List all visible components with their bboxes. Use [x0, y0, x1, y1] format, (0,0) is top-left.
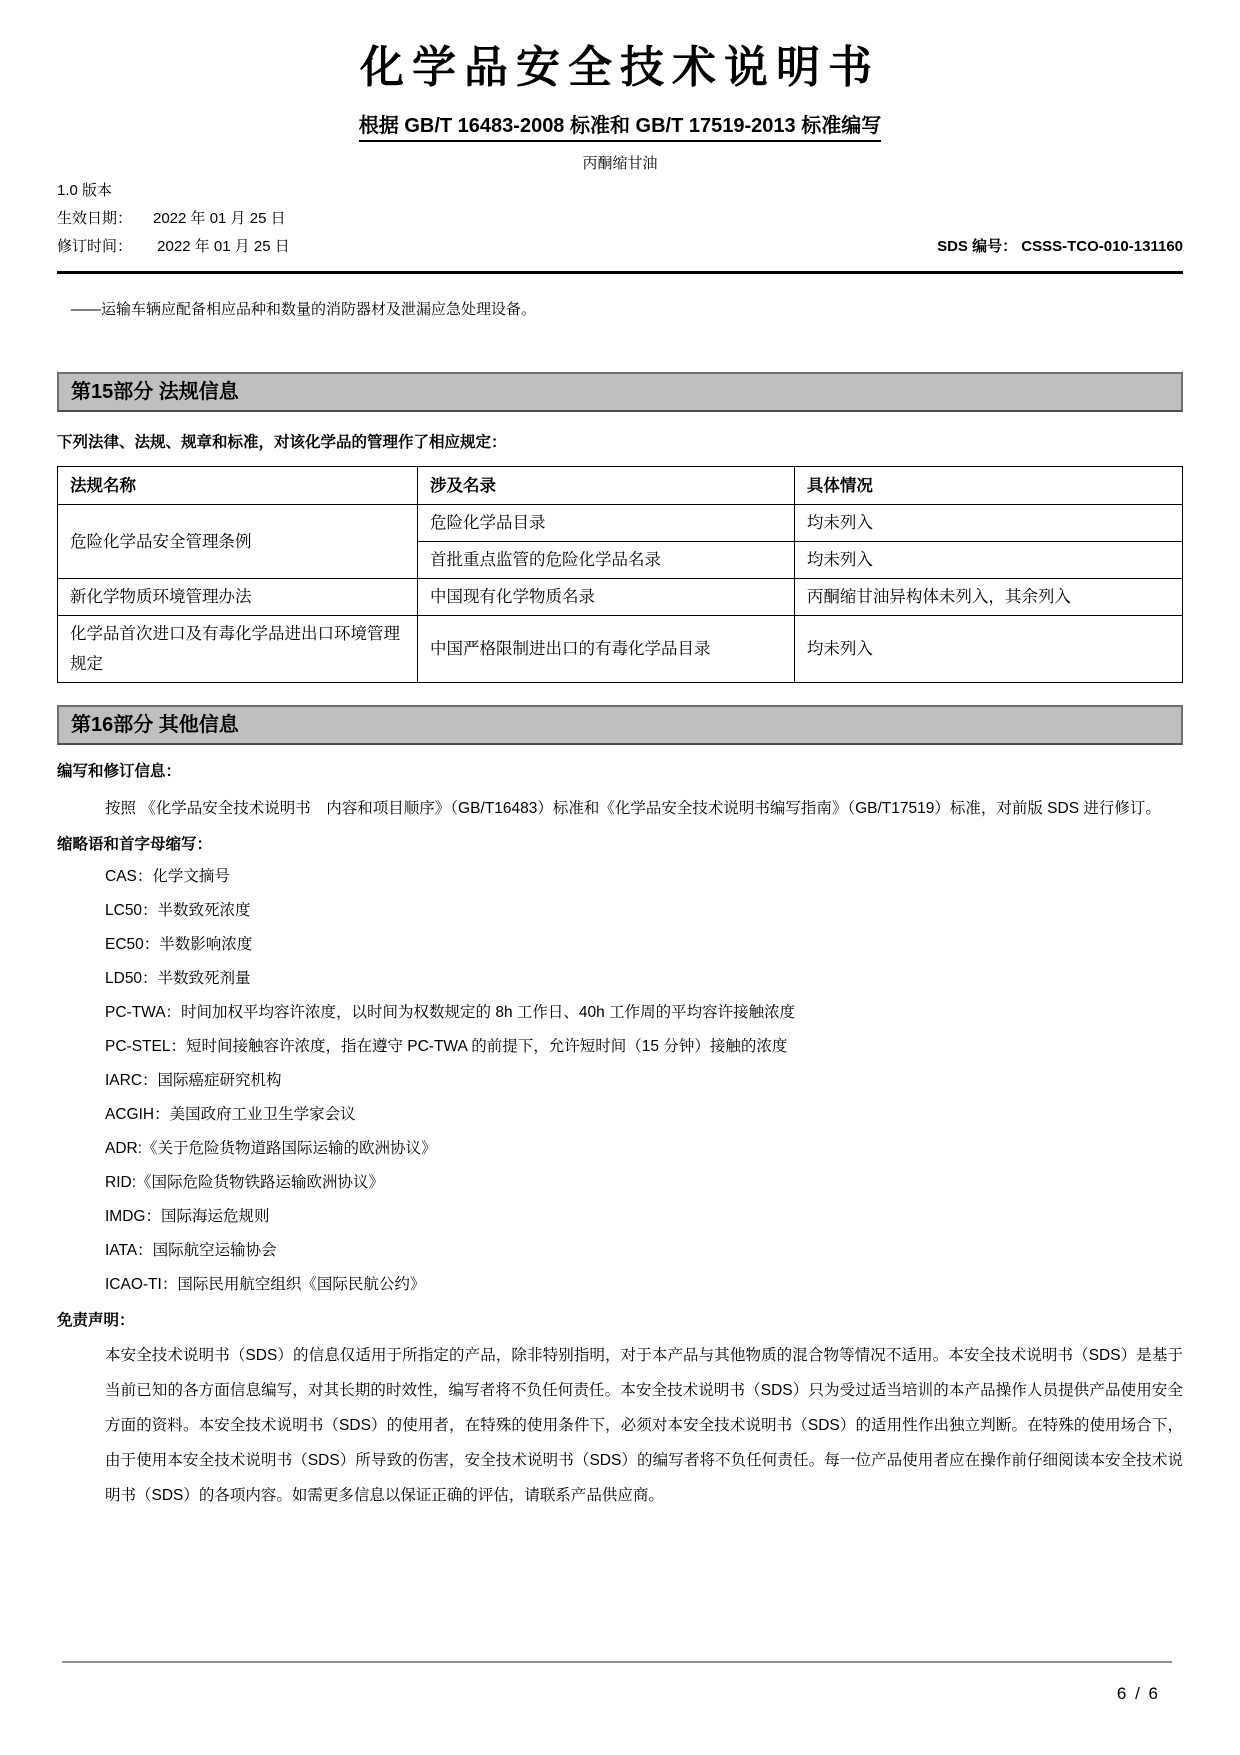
header-divider [57, 271, 1183, 274]
sds-number-value: CSSS-TCO-010-131160 [1021, 238, 1183, 255]
column-header-regulation-name: 法规名称 [58, 467, 418, 505]
status-cell: 均未列入 [794, 505, 1182, 542]
abbreviation-item: LC50：半数致死浓度 [105, 902, 251, 919]
section-15-intro: 下列法律、法规、规章和标准，对该化学品的管理作了相应规定： [57, 434, 507, 451]
regulations-table [57, 466, 1183, 683]
revision-date-left [57, 233, 290, 261]
column-header-status: 具体情况 [794, 467, 1182, 505]
abbreviation-item: CAS：化学文摘号 [105, 868, 230, 885]
doc-title: 化学品安全技术说明书 [360, 43, 880, 92]
revision-info-text: 按照 《化学品安全技术说明书 内容和项目顺序》（GB/T16483）标准和《化学品安全技术说明书编写指南》（GB/T17519）标准，对前版 SDS 进行修订。 [105, 800, 1161, 817]
abbreviation-item: IMDG：国际海运危规则 [105, 1208, 270, 1225]
effective-date-value: 2022 年 01 月 25 日 [153, 210, 286, 227]
status-cell: 均未列入 [794, 542, 1182, 579]
status-cell: 均未列入 [794, 616, 1182, 683]
revision-info-label: 编写和修订信息： [57, 763, 182, 780]
abbreviation-item: ACGIH：美国政府工业卫生学家会议 [105, 1106, 356, 1123]
regulation-name-cell: 危险化学品安全管理条例 [58, 505, 418, 579]
version-text: 1.0 版本 [57, 182, 113, 199]
abbreviation-item: EC50：半数影响浓度 [105, 936, 253, 953]
status-cell: 丙酮缩甘油异构体未列入，其余列入 [794, 579, 1182, 616]
catalog-cell: 危险化学品目录 [418, 505, 795, 542]
abbreviation-item: LD50：半数致死剂量 [105, 970, 251, 987]
version-row [57, 177, 1183, 205]
revision-date-value: 2022 年 01 月 25 日 [157, 238, 290, 255]
abbreviation-item: IARC：国际癌症研究机构 [105, 1072, 282, 1089]
abbreviation-item: IATA：国际航空运输协会 [105, 1242, 277, 1259]
disclaimer-text: 本安全技术说明书（SDS）的信息仅适用于所指定的产品，除非特别指明，对于本产品与其他物质的混合物等情况不适用。本安全技术说明书（SDS）是基于当前已知的各方面信息编写，对其长期的时效性，编写者将不负任何责任。本安全技术说明书（SDS）只为受过适当培训的本产品操作人员提供产品使用安全方面的资料。本安全技术说明书（SDS）的使用者，在特殊的使用条件下，必须对本安全技术说明书（SDS）的适用性作出独立判断。在特殊的使用场合下，由于使用本安全技术说明书（SDS）所导致的伤害，安全技术说明书（SDS）的编写者将不负任何责任。每一位产品使用者应在操作前仔细阅读本安全技术说明书（SDS）的各项内容。如需更多信息以保证正确的评估，请联系产品供应商。 [105, 1347, 1183, 1504]
section-15-header: 第15部分 法规信息 [57, 372, 1183, 412]
section-16-header: 第16部分 其他信息 [57, 705, 1183, 745]
transport-note: ——运输车辆应配备相应品种和数量的消防器材及泄漏应急处理设备。 [71, 301, 537, 318]
regulation-name-cell: 化学品首次进口及有毒化学品进出口环境管理规定 [58, 616, 418, 683]
sds-number [937, 233, 1183, 261]
abbreviation-item: ADR:《关于危险货物道路国际运输的欧洲协议》 [105, 1140, 437, 1157]
doc-subtitle [57, 109, 1183, 138]
abbreviation-item: PC-STEL：短时间接触容许浓度，指在遵守 PC-TWA 的前提下，允许短时间（15 分钟）接触的浓度 [105, 1038, 788, 1055]
footer-divider [62, 1661, 1172, 1663]
sds-number-label: SDS 编号： [937, 238, 1018, 255]
catalog-cell: 中国现有化学物质名录 [418, 579, 795, 616]
abbreviations-label: 缩略语和首字母缩写： [57, 836, 213, 853]
effective-date-label: 生效日期： [57, 210, 133, 227]
catalog-cell: 中国严格限制进出口的有毒化学品目录 [418, 616, 795, 683]
revision-date-label: 修订时间： [57, 238, 133, 255]
regulation-name-cell: 新化学物质环境管理办法 [58, 579, 418, 616]
doc-subtitle-text: 根据 GB/T 16483-2008 标准和 GB/T 17519-2013 标准编写 [359, 115, 881, 142]
page-number: 6 / 6 [1116, 1684, 1160, 1703]
column-header-catalog: 涉及名录 [418, 467, 795, 505]
abbreviation-item: PC-TWA：时间加权平均容许浓度，以时间为权数规定的 8h 工作日、40h 工作周的平均容许接触浓度 [105, 1004, 796, 1021]
product-name: 丙酮缩甘油 [582, 155, 658, 172]
abbreviation-item: RID:《国际危险货物铁路运输欧洲协议》 [105, 1174, 385, 1191]
table-row [58, 616, 1183, 683]
doc-meta [57, 177, 1183, 261]
revision-date-row [57, 233, 1183, 261]
table-row [58, 505, 1183, 542]
table-header-row [58, 467, 1183, 505]
table-row [58, 579, 1183, 616]
disclaimer-label: 免责声明： [57, 1312, 135, 1329]
effective-date-row [57, 205, 1183, 233]
catalog-cell: 首批重点监管的危险化学品名录 [418, 542, 795, 579]
abbreviation-item: ICAO-TI：国际民用航空组织《国际民航公约》 [105, 1276, 426, 1293]
